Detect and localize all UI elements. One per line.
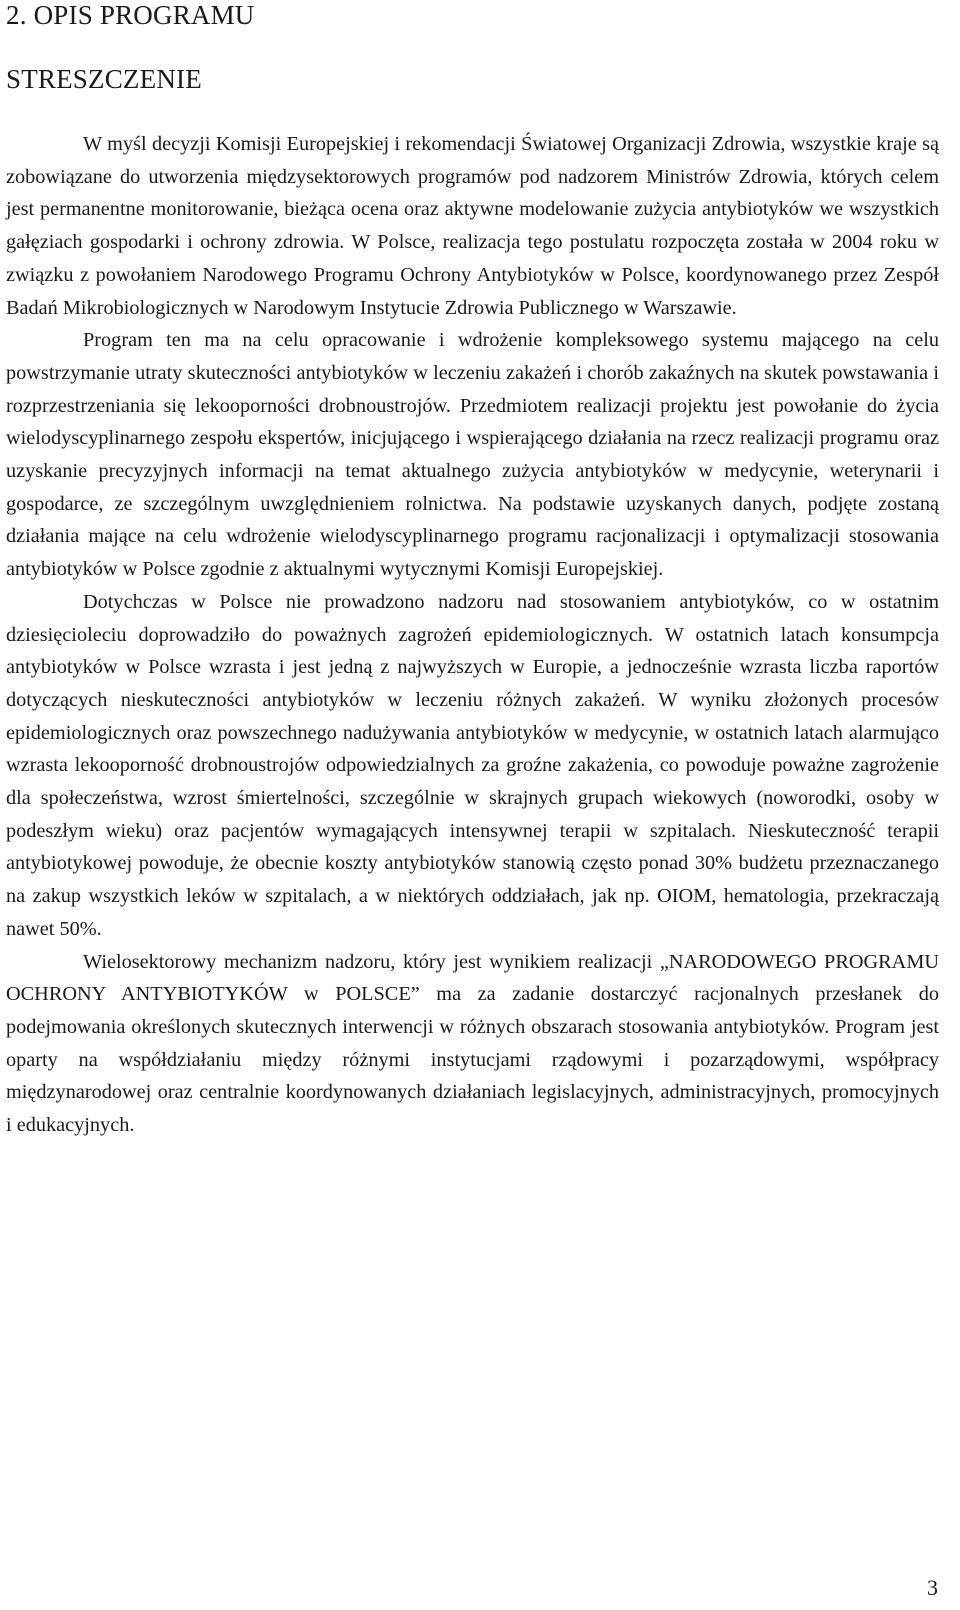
page-number: 3: [927, 1575, 938, 1600]
subtitle: STRESZCZENIE: [6, 64, 202, 94]
paragraph-2: Program ten ma na celu opracowanie i wdrożenie kompleksowego systemu mającego na celu powstrzymanie utraty skuteczności antybiotyków w leczeniu zakażeń i chorób zakaźnych na skutek powstawania i rozprzestrzeniania się lekooporności drobnoustrojów. Przedmiotem realizacji projektu jest powołanie do życia wielodyscyplinarnego zespołu ekspertów, inicjującego i wspierającego działania na rzecz realizacji programu oraz uzyskanie precyzyjnych informacji na temat aktualnego zużycia antybiotyków w medycynie, weterynarii i gospodarce, ze szczególnym uwzględnieniem rolnictwa. Na podstawie uzyskanych danych, podjęte zostaną działania mające na celu wdrożenie wielodyscyplinarnego programu racjonalizacji i optymalizacji stosowania antybiotyków w Polsce zgodnie z aktualnymi wytycznymi Komisji Europejskiej.: [6, 329, 939, 581]
section-title: 2. OPIS PROGRAMU: [6, 0, 255, 30]
paragraph-1: W myśl decyzji Komisji Europejskiej i rekomendacji Światowej Organizacji Zdrowia, wszystkie kraje są zobowiązane do utworzenia międzysektorowych programów pod nadzorem Ministrów Zdrowia, których celem jest permanentne monitorowanie, bieżąca ocena oraz aktywne modelowanie zużycia antybiotyków we wszystkich gałęziach gospodarki i ochrony zdrowia. W Polsce, realizacja tego postulatu rozpoczęta została w 2004 roku w związku z powołaniem Narodowego Programu Ochrony Antybiotyków w Polsce, koordynowanego przez Zespół Badań Mikrobiologicznych w Narodowym Instytucie Zdrowia Publicznego w Warszawie.: [6, 133, 939, 319]
body-text: [6, 128, 939, 1142]
paragraph-3: Dotychczas w Polsce nie prowadzono nadzoru nad stosowaniem antybiotyków, co w ostatnim dziesięcioleciu doprowadziło do poważnych zagrożeń epidemiologicznych. W ostatnich latach konsumpcja antybiotyków w Polsce wzrasta i jest jedną z najwyższych w Europie, a jednocześnie wzrasta liczba raportów dotyczących nieskuteczności antybiotyków w leczeniu różnych zakażeń. W wyniku złożonych procesów epidemiologicznych oraz powszechnego nadużywania antybiotyków w medycynie, w ostatnich latach alarmująco wzrasta lekooporność drobnoustrojów odpowiedzialnych za groźne zakażenia, co powoduje poważne zagrożenie dla społeczeństwa, wzrost śmiertelności, szczególnie w skrajnych grupach wiekowych (noworodki, osoby w podeszłym wieku) oraz pacjentów wymagających intensywnej terapii w szpitalach. Nieskuteczność terapii antybiotykowej powoduje, że obecnie koszty antybiotyków stanowią często ponad 30% budżetu przeznaczanego na zakup wszystkich leków w szpitalach, a w niektórych oddziałach, jak np. OIOM, hematologia, przekraczają nawet 50%.: [6, 590, 939, 940]
paragraph-4: Wielosektorowy mechanizm nadzoru, który jest wynikiem realizacji „NARODOWEGO PROGRAMU OCHRONY ANTYBIOTYKÓW w POLSCE” ma za zadanie dostarczyć racjonalnych przesłanek do podejmowania określonych skutecznych interwencji w różnych obszarach stosowania antybiotyków. Program jest oparty na współdziałaniu między różnymi instytucjami rządowymi i pozarządowymi, współpracy międzynarodowej oraz centralnie koordynowanych działaniach legislacyjnych, administracyjnych, promocyjnych i edukacyjnych.: [6, 950, 939, 1137]
